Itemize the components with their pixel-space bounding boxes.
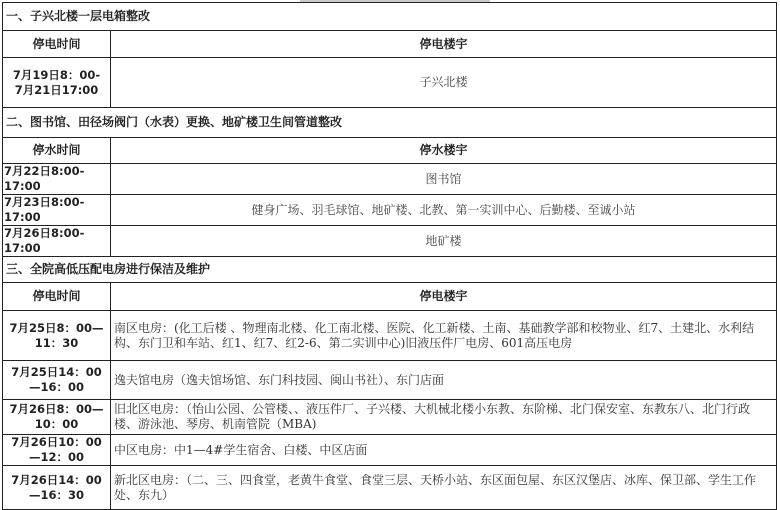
time-end: 7月21日17:00 (14, 82, 99, 97)
section-1-header (3, 3, 777, 31)
building-cell: 旧北区电房：（怡山公园、公管楼、、液压件厂、子兴楼、大机械北楼小东教、东阶梯、北门保安室、东教东八、北门行政楼、游泳池、琴房、机南管院（MBA) (111, 400, 777, 435)
time-cell: 7月26日10：00—12：00 (3, 435, 111, 466)
building-cell: 子兴北楼 (111, 58, 777, 108)
building-cell: 逸夫馆电房（逸夫馆场馆、东门科技园、闽山书社）、东门店面 (111, 361, 777, 400)
table-row (3, 400, 777, 435)
outage-schedule-table (2, 2, 777, 510)
section-title: 一、子兴北楼一层电箱整改 (3, 3, 777, 31)
table-row (3, 311, 777, 361)
time-cell (3, 58, 111, 108)
time-cell: 7月26日14：00—16：30 (3, 466, 111, 510)
table-row (3, 361, 777, 400)
table-row (3, 164, 777, 195)
building-cell: 新北区电房：（二、三、四食堂，老黄牛食堂、食堂三层、天桥小站、东区面包屋、东区汉堡店、冰库、保卫部、学生工作处、东九） (111, 466, 777, 510)
time-cell: 7月26日8：00—10：00 (3, 400, 111, 435)
column-header-building: 停电楼宇 (111, 31, 777, 58)
time-cell: 7月26日8:00-17:00 (3, 226, 111, 257)
column-header-row (3, 138, 777, 164)
time-cell: 7月23日8:00-17:00 (3, 195, 111, 226)
column-header-building: 停电楼宇 (111, 283, 777, 311)
column-header-time: 停电时间 (3, 283, 111, 311)
column-header-row (3, 31, 777, 58)
building-cell: 地矿楼 (111, 226, 777, 257)
section-3-header (3, 257, 777, 283)
table-row (3, 58, 777, 108)
table-row (3, 195, 777, 226)
column-header-time: 停电时间 (3, 31, 111, 58)
building-cell: 图书馆 (111, 164, 777, 195)
time-cell: 7月22日8:00-17:00 (3, 164, 111, 195)
time-cell: 7月25日8：00—11：30 (3, 311, 111, 361)
table-row (3, 466, 777, 510)
column-header-building: 停水楼宇 (111, 138, 777, 164)
time-start: 7月19日8：00- (12, 67, 101, 82)
section-2-header (3, 108, 777, 138)
section-title: 二、图书馆、田径场阀门（水表）更换、地矿楼卫生间管道整改 (3, 108, 777, 138)
time-cell: 7月25日14：00—16：00 (3, 361, 111, 400)
building-cell: 健身广场、羽毛球馆、地矿楼、北教、第一实训中心、后勤楼、至诚小站 (111, 195, 777, 226)
table-row (3, 226, 777, 257)
table-row (3, 435, 777, 466)
building-cell: 南区电房：(化工后楼 、物理南北楼、化工南北楼、医院、化工新楼、土南、基础教学部和校物业、红7、土建北、水利结构、东门卫和车站、红1、红7、红2-6、第二实训中心)旧液压件厂电房、601高压电房 (111, 311, 777, 361)
building-cell: 中区电房：中1—4#学生宿舍、白楼、中区店面 (111, 435, 777, 466)
column-header-row (3, 283, 777, 311)
section-title: 三、全院高低压配电房进行保洁及维护 (3, 257, 777, 283)
column-header-time: 停水时间 (3, 138, 111, 164)
